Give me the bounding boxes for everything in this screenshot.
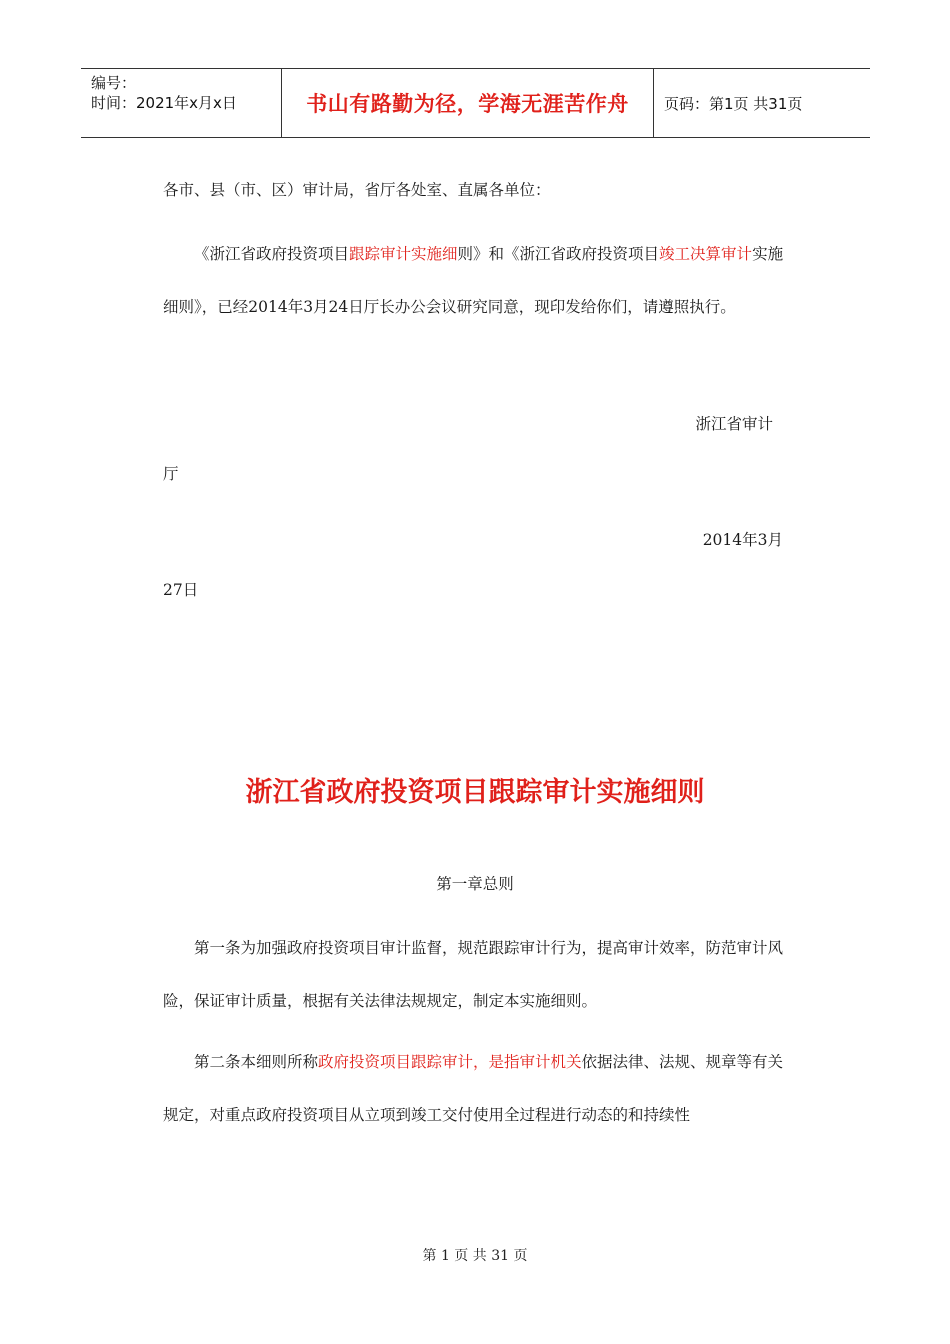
header-motto: 书山有路勤为径，学海无涯苦作舟 [306,92,629,116]
notice-signature-line1: 浙江省审计 [695,415,773,433]
page-header [81,68,870,138]
notice-date-line2: 27日 [163,581,199,599]
notice-body-text-2: 则》和《浙江省政府投资项目 [457,245,660,263]
page-footer: 第 1 页 共 31 页 [422,1248,528,1264]
header-meta [81,69,281,137]
article-2-highlight-2: ，是指审计机关 [473,1053,582,1071]
notice-body-highlight-1: 跟踪审计实施细 [349,245,458,263]
article-2-highlight-1: 政府投资项目跟踪审计 [318,1053,474,1071]
notice-body-text-3: 实施细则》，已经2014年3月24日厅长办公会议研究同意，现印发给你们，请遵照执行。 [163,245,784,316]
header-page-text: 页码：第1页 共31页 [664,94,803,113]
document-title: 浙江省政府投资项目跟踪审计实施细则 [245,777,705,808]
header-number: 编号： [91,74,137,92]
header-time: 时间：2021年x月x日 [91,94,237,112]
header-motto-cell [281,69,654,137]
notice-date-line1: 2014年3月 [702,531,783,549]
article-1: 第一条为加强政府投资项目审计监督，规范跟踪审计行为，提高审计效率，防范审计风险，保证审计质量，根据有关法律法规规定，制定本实施细则。 [163,939,784,1010]
article-2 [163,1036,785,1142]
notice-body [163,228,785,334]
notice-body-text-1: 《浙江省政府投资项目 [194,245,350,263]
chapter-heading: 第一章总则 [436,875,514,893]
article-2-text-1: 第二条本细则所称 [194,1053,319,1071]
notice-addressee: 各市、县（市、区）审计局，省厅各处室、直属各单位： [163,181,551,199]
header-page-info [654,69,870,137]
article-2-text-2: 依据法律、法规、规章等有关规定，对重点政府投资项目从立项到竣工交付使用全过程进行动态的和持续性 [163,1053,784,1124]
notice-signature-line2: 厅 [163,465,179,483]
notice-body-highlight-2: 竣工决算审计 [659,245,753,263]
